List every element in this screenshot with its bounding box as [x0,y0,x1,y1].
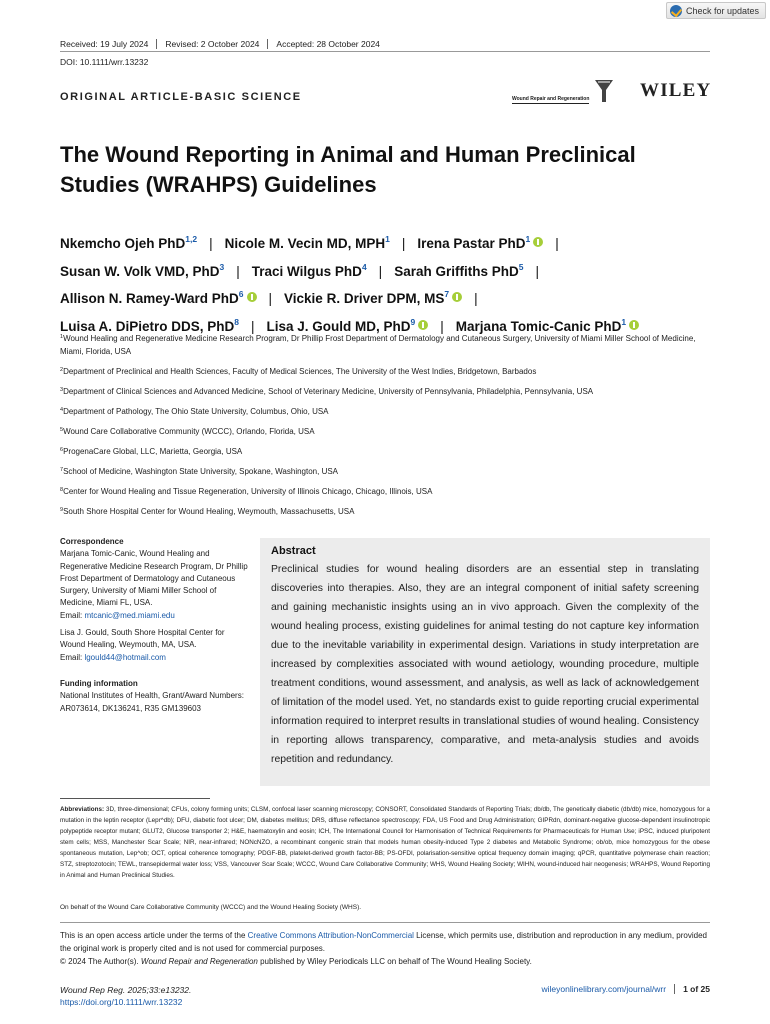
doi: DOI: 10.1111/wrr.13232 [60,57,149,67]
copyright-line [60,955,710,968]
check-updates-label: Check for updates [685,5,759,16]
check-updates-icon [670,5,682,17]
license-divider [60,922,710,923]
funding-text: National Institutes of Health, Grant/Award Numbers: AR073614, DK136241, R35 GM139603 [60,691,244,713]
correspondence-heading: Correspondence [60,537,124,546]
side-column [60,536,250,722]
author-name: Vickie R. Driver DPM, MS [284,291,445,306]
affiliation-number: 7 [60,466,64,473]
footer-citation [60,984,191,1008]
author-separator: | [555,236,559,251]
doi-link[interactable]: https://doi.org/10.1111/wrr.13232 [60,997,183,1007]
copyright-post: published by Wiley Periodicals LLC on behalf of The Wound Healing Society. [257,957,532,966]
author-affiliation-ref: 1 [621,316,627,327]
email-link-2[interactable]: lgould44@hotmail.com [84,652,166,662]
correspondence-2 [60,627,250,664]
affiliation [60,504,710,519]
affiliation-text: Center for Wound Healing and Tissue Regeneration, University of Illinois Chicago, Chicago, Illinois, USA [63,486,433,496]
affiliation [60,444,710,459]
journal-name: Wound Repair and Regeneration [140,957,258,966]
abbreviations-label: Abbreviations: [60,806,105,813]
check-for-updates-button[interactable] [666,2,766,19]
author-affiliation-ref: 1 [525,234,531,244]
cc-license-link[interactable]: Creative Commons Attribution-NonCommercial [247,931,414,940]
affiliation-text: Department of Clinical Sciences and Advanced Medicine, School of Veterinary Medicine, University of Pennsylvania, Philadelphia, Pennsylvania, USA [63,386,594,396]
orcid-icon[interactable] [629,320,639,330]
footnote-divider [60,798,210,799]
license-block [60,929,710,968]
author-separator: | [535,263,539,279]
citation-text: Wound Rep Reg. 2025;33:e13232. [60,985,192,995]
journal-logo [512,78,615,104]
article-section: ORIGINAL ARTICLE-BASIC SCIENCE [60,91,302,103]
author-separator: | [401,236,406,251]
affiliation-text: South Shore Hospital Center for Wound Healing, Weymouth, Massachusetts, USA [63,506,355,516]
revised-date: Revised: 2 October 2024 [165,39,268,49]
author-affiliation-ref: 3 [219,261,225,272]
affiliation-text: School of Medicine, Washington State University, Spokane, Washington, USA [63,466,339,476]
affiliation-number: 4 [60,406,64,413]
header-divider [60,51,710,52]
abstract-heading: Abstract [271,545,316,557]
funding-block [60,678,250,715]
on-behalf-note: On behalf of the Wound Care Collaborative Community (WCCC) and the Wound Healing Society (WHS). [60,904,362,911]
license-text [60,929,710,955]
correspondence-2-text: Lisa J. Gould, South Shore Hospital Center for Wound Healing, Weymouth, MA, USA. [60,628,225,650]
affiliation [60,484,710,499]
author-name: Nicole M. Vecin MD, MPH [224,236,386,251]
abstract-box [260,538,710,786]
affiliation-text: Wound Care Collaborative Community (WCCC), Orlando, Florida, USA [63,426,315,436]
author-list [60,228,720,338]
affiliation [60,331,710,358]
author-separator: | [440,318,444,334]
accepted-date: Accepted: 28 October 2024 [276,39,380,49]
email-label: Email: [60,610,85,620]
author-name: Irena Pastar PhD [417,236,526,251]
license-post: License, which permits use, distribution and reproduction in any medium, provided the original work is properly cited and is not used for commercial purposes. [60,931,707,953]
author-name: Luisa A. DiPietro DDS, PhD [60,318,235,334]
affiliation [60,384,710,399]
journal-site-link[interactable]: wileyonlinelibrary.com/journal/wrr [542,984,676,994]
author-affiliation-ref: 5 [518,261,524,272]
page-number: 1 of 25 [683,984,710,994]
email-label: Email: [60,652,85,662]
orcid-icon[interactable] [533,237,543,247]
email-link-1[interactable]: mtcanic@med.miami.edu [84,610,175,620]
author-affiliation-ref: 1,2 [185,234,198,244]
author-affiliation-ref: 6 [238,289,244,299]
author-separator: | [268,291,273,306]
orcid-icon[interactable] [452,292,462,302]
abbreviations-text: 3D, three-dimensional; CFUs, colony forming units; CLSM, confocal laser scanning microscopy; CONSORT, Consolidated Standards of Reporting Trials; db/db, The genetically diabetic (db/db) mice, homozygous for a mutation in the leptin receptor (Lepr^db); DFU, diabetic foot ulcer; DM, diabetes mellitus; DRS, diffuse reflectance spectroscopy; FDA, US Food and Drug Administration; GIPRdn, dominant-negative glucose-dependent insulinotropic polypeptide receptor mutant; GLUT2, Glucose transporter 2; H&E, haematoxylin and eosin; ICH, The International Council for Harmonisation of Technical Requirements for Pharmaceuticals for Human Use; iPSC, induced pluripotent stem cells; MSS, Manchester Scar Scale; NIR, near-infrared; NONcNZO, a recombinant congenic strain that models human obesity-induced Type 2 diabetes and Metabolic Syndrome; ob/ob, mice homozygous for the obese spontaneous mutation, Lep^ob; OCT, optical coherence tomography; PDGF-BB, platelet-derived growth factor-BB; PS-OFDI, polarisation-sensitive optical frequency domain imaging; qPCR, quantitative polymerase chain reaction; STZ, streptozotocin; TEWL, transepidermal water loss; VSS, Vancouver Scar Scale; WCCC, Wound Care Collaborative Community; WHS, Wound Healing Society; WIHN, wound-induced hair neogenesis; WRAHPS, Wound Reporting in Animal and Human Preclinical Studies. [60,806,710,879]
author-name: Nkemcho Ojeh PhD [60,236,186,251]
correspondence-block [60,536,250,664]
author-affiliation-ref: 9 [410,316,416,327]
author-name: Marjana Tomic-Canic PhD [455,318,622,334]
affiliation-number: 6 [60,446,64,453]
affiliation-number: 9 [60,506,64,513]
affiliation-number: 2 [60,366,64,373]
author-name: Susan W. Volk VMD, PhD [60,263,220,279]
affiliation-number: 3 [60,386,64,393]
affiliation-number: 8 [60,486,64,493]
orcid-icon[interactable] [247,292,257,302]
funding-heading: Funding information [60,678,138,688]
author-separator: | [236,263,240,279]
publisher-logo: WILEY [640,80,712,101]
affiliation [60,464,710,479]
author-affiliation-ref: 4 [361,261,367,272]
affiliation-text: ProgenaCare Global, LLC, Marietta, Georgia, USA [63,446,243,456]
affiliation-text: Department of Preclinical and Health Sciences, Faculty of Medical Sciences, The University of the West Indies, Bridgetown, Barbados [63,366,537,376]
journal-logo-text: Wound Repair and Regeneration [512,96,590,102]
author-affiliation-ref: 8 [234,316,240,327]
affiliation [60,424,710,439]
received-date: Received: 19 July 2024 [60,39,157,49]
author-affiliation-ref: 1 [385,234,390,244]
author-separator: | [209,236,213,251]
orcid-icon[interactable] [418,320,428,330]
author-name: Sarah Griffiths PhD [394,263,519,279]
license-pre: This is an open access article under the terms of the [60,931,248,940]
footer-right [542,984,711,994]
affiliation-text: Department of Pathology, The Ohio State University, Columbus, Ohio, USA [63,406,329,416]
affiliation [60,404,710,419]
author-name: Lisa J. Gould MD, PhD [266,318,411,334]
journal-mark-icon [593,78,615,104]
author-separator: | [378,263,383,279]
affiliation-number: 5 [60,426,64,433]
abbreviations [60,804,710,881]
affiliations [60,331,710,524]
affiliation-text: Wound Healing and Regenerative Medicine Research Program, Dr Phillip Frost Department of Dermatology and Cutaneous Surgery, University of Miami Miller School of Medicine, Miami, Florida, USA [60,334,696,356]
copyright-pre: © 2024 The Author(s). [60,957,141,966]
article-dates [60,39,396,49]
correspondence-1-text: Marjana Tomic-Canic, Wound Healing and Regenerative Medicine Research Program, Dr Phillip Frost Department of Dermatology and Cutaneous Surgery, University of Miami Miller School of Medicine, Miami FL, USA. [60,549,248,608]
author-separator: | [474,291,478,306]
author-name: Traci Wilgus PhD [251,263,362,279]
affiliation [60,364,710,379]
author-separator: | [251,318,255,334]
author-name: Allison N. Ramey-Ward PhD [60,291,239,306]
author-affiliation-ref: 7 [444,289,450,299]
correspondence-1 [60,548,250,622]
abstract-text: Preclinical studies for wound healing disorders are an essential step in translating discoveries into therapies. Also, they are an integral component of initial safety screening and gaining mechanistic insights using an in vivo approach. Given the complexity of the wound healing process, existing guidelines for animal testing do not capture key information due to the inevitable variability in experimental design. Variations in study interpretation are increased by complexities associated with wound aetiology, wounding procedure, multiple treatment conditions, wound assessment, and analysis, as well as lack of acknowledgement of limitation of the model used. Yet, no standards exist to guide reporting crucial experimental information required to interpret results in translational studies of wound healing. Consistency in reporting allows transparency, comparative, and meta-analysis studies and avoids repetition and redundancy. [271,564,699,765]
article-title: The Wound Reporting in Animal and Human Preclinical Studies (WRAHPS) Guidelines [60,142,636,197]
affiliation-number: 1 [60,334,64,340]
